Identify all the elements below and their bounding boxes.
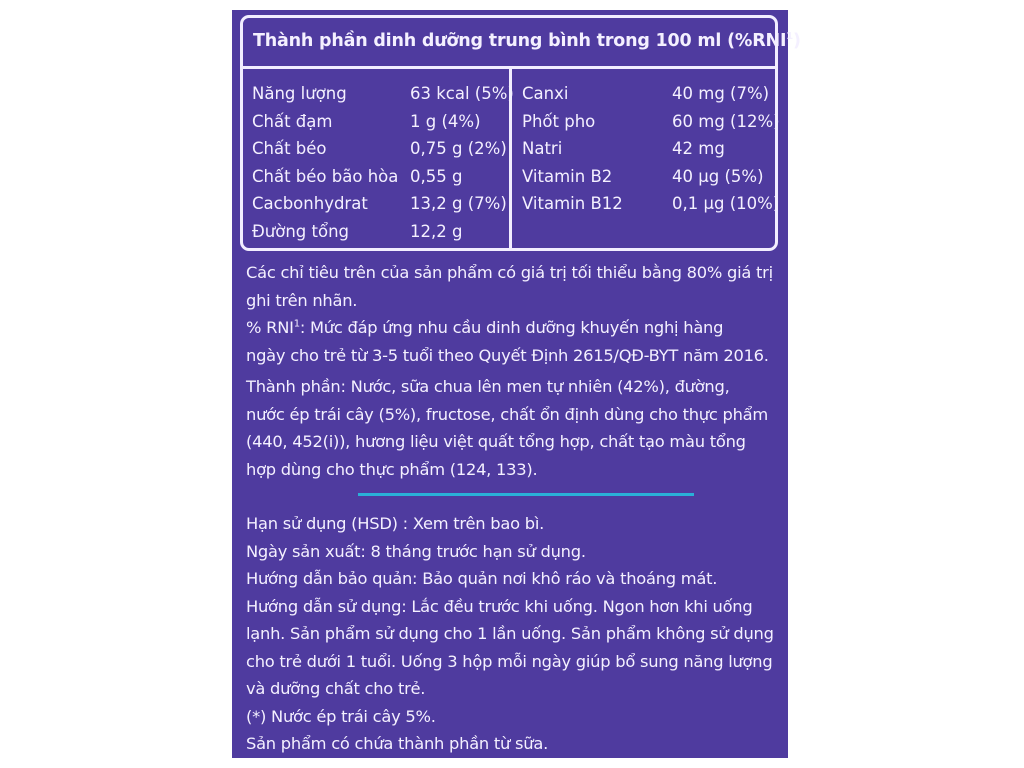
allergen-note: Sản phẩm có chứa thành phần từ sữa. — [246, 734, 549, 753]
nutrient-row — [522, 135, 772, 163]
production-date-line: Ngày sản xuất: 8 tháng trước hạn sử dụng. — [246, 541, 586, 561]
nutrient-name: Chất đạm — [252, 111, 333, 131]
nutrient-name: Phốt pho — [522, 111, 596, 131]
usage-instructions: Hướng dẫn sử dụng: Lắc đều trước khi uống. Ngon hơn khi uống — [246, 596, 753, 616]
nutrient-name: Canxi — [522, 84, 569, 103]
nutrient-value: 40 µg (5%) — [672, 166, 764, 186]
nutrient-value: 63 kcal (5%) — [410, 84, 514, 103]
usage-instructions: cho trẻ dưới 1 tuổi. Uống 3 hộp mỗi ngày giúp bổ sung năng lượng — [246, 651, 773, 671]
nutrient-row — [522, 108, 780, 136]
expiry-line: Hạn sử dụng (HSD) : Xem trên bao bì. — [246, 514, 545, 533]
section-divider — [358, 493, 694, 496]
nutrient-row — [522, 190, 780, 218]
nutrient-value: 1 g (4%) — [410, 111, 481, 131]
nutrient-name: Vitamin B2 — [522, 166, 613, 186]
nutrient-value: 0,75 g (2%) — [410, 139, 507, 158]
ingredients-line: nước ép trái cây (5%), fructose, chất ổn định dùng cho thực phẩm — [246, 404, 768, 424]
nutrient-value: 0,1 µg (10%) — [672, 194, 780, 213]
nutrient-column-right — [522, 80, 780, 218]
rni-definition: % RNI$^1$: Mức đáp ứng nhu cầu dinh dưỡng khuyến nghị hàng — [246, 318, 724, 337]
nutrient-value: 40 mg (7%) — [672, 84, 770, 103]
nutrition-title: Thành phần dinh dưỡng trung bình trong 100 ml (%RNI$^1$) — [253, 31, 801, 51]
nutrient-name: Chất béo — [252, 139, 327, 158]
nutrient-row — [522, 80, 772, 108]
juice-note: (*) Nước ép trái cây 5%. — [246, 706, 436, 726]
ingredients-block — [246, 373, 778, 483]
ingredients-line: Thành phần: Nước, sữa chua lên men tự nhiên (42%), đường, — [246, 377, 730, 396]
nutrient-value: 13,2 g (7%) — [410, 194, 507, 213]
usage-instructions: và dưỡng chất cho trẻ. — [246, 679, 426, 698]
ingredients-line: (440, 452(i)), hương liệu việt quất tổng hợp, chất tạo màu tổng — [246, 432, 746, 451]
nutrient-row — [252, 218, 502, 246]
nutrient-name: Natri — [522, 139, 563, 158]
nutrition-notes — [246, 259, 778, 369]
nutrient-row — [522, 163, 772, 191]
product-info-block — [246, 510, 778, 758]
nutrient-column-left — [252, 80, 514, 245]
nutrient-name: Đường tổng — [252, 221, 350, 241]
storage-instructions: Hướng dẫn bảo quản: Bảo quản nơi khô ráo và thoáng mát. — [246, 569, 718, 588]
notes-line: ngày cho trẻ từ 3-5 tuổi theo Quyết Định 2615/QĐ-BYT năm 2016. — [246, 345, 769, 365]
nutrition-facts-table — [240, 15, 801, 251]
nutrient-row — [252, 80, 514, 108]
nutrient-row — [252, 135, 507, 163]
ingredients-line: hợp dùng cho thực phẩm (124, 133). — [246, 459, 538, 479]
nutrient-value: 42 mg — [672, 139, 725, 158]
notes-line: ghi trên nhãn. — [246, 290, 358, 310]
nutrient-value: 0,55 g — [410, 166, 463, 186]
nutrient-name: Năng lượng — [252, 84, 347, 103]
nutrient-row — [252, 190, 507, 218]
usage-instructions: lạnh. Sản phẩm sử dụng cho 1 lần uống. Sản phẩm không sử dụng — [246, 624, 774, 643]
nutrient-name: Cacbonhydrat — [252, 194, 368, 213]
nutrient-row — [252, 108, 502, 136]
nutrient-name: Vitamin B12 — [522, 194, 623, 213]
product-label-panel — [232, 10, 801, 758]
notes-line: Các chỉ tiêu trên của sản phẩm có giá trị tối thiểu bằng 80% giá trị — [246, 263, 773, 282]
nutrient-row — [252, 163, 502, 191]
nutrient-value: 12,2 g — [410, 221, 463, 241]
nutrient-value: 60 mg (12%) — [672, 111, 780, 131]
nutrient-name: Chất béo bão hòa — [252, 166, 399, 186]
